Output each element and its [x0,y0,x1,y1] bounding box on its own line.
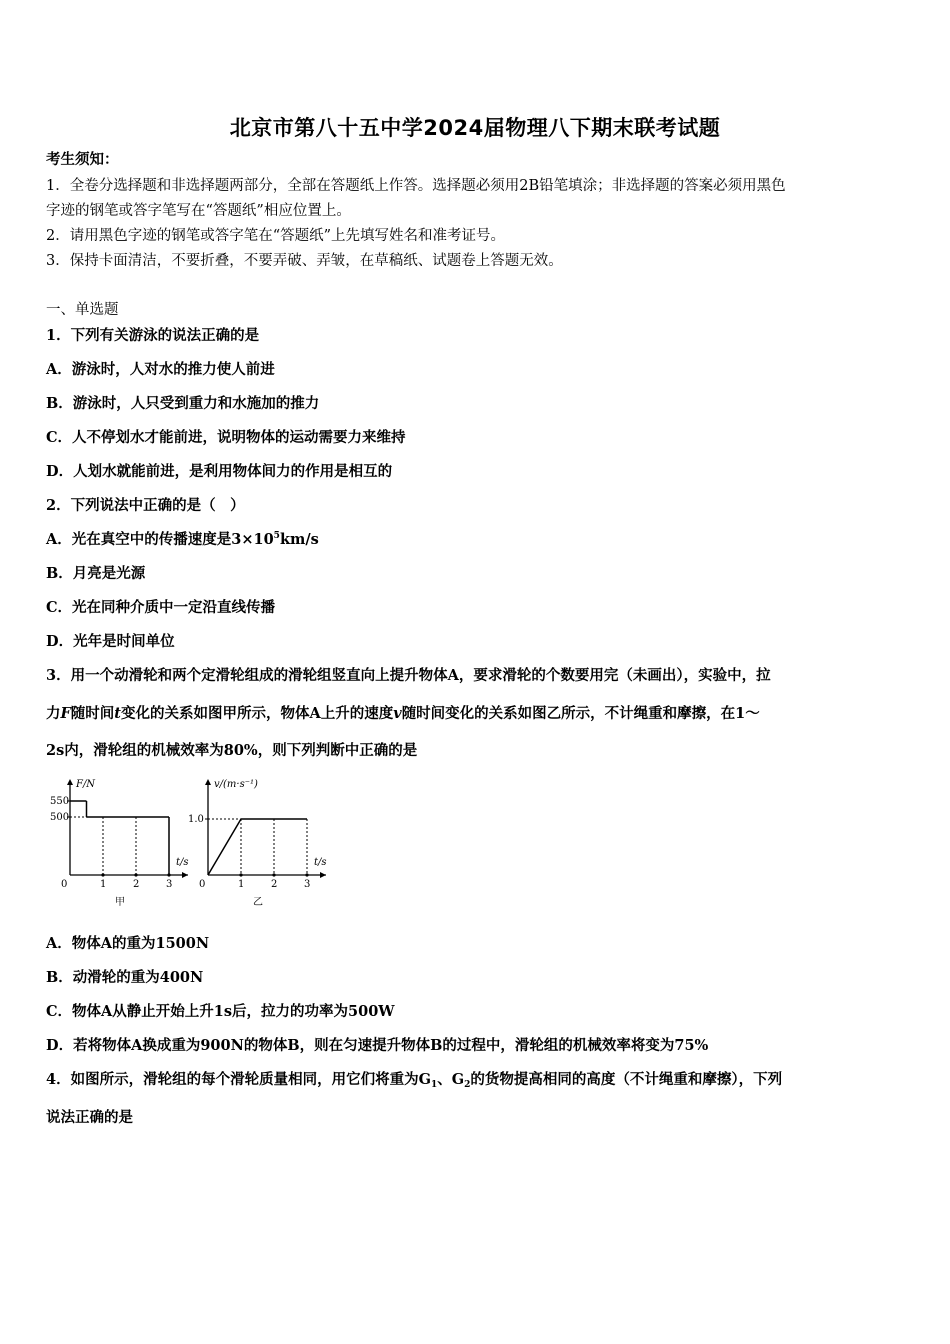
q3-option-b: B．动滑轮的重为400N [46,969,204,986]
q4-stem-line-2: 说法正确的是 [46,1109,133,1126]
q3-option-a: A．物体A的重为1500N [46,935,210,952]
q1-option-a: A．游泳时，人对水的推力使人前进 [46,361,275,378]
y-axis-label: F/N [76,779,96,790]
notice-heading: 考生须知： [46,151,119,168]
x-axis-label: t/s [176,857,189,868]
y-tick-label: 1.0 [188,814,204,825]
q1-option-b: B．游泳时，人只受到重力和水施加的推力 [46,395,320,412]
q3-option-d: D．若将物体A换成重为900N的物体B，则在匀速提升物体B的过程中，滑轮组的机械效率将变为75% [46,1037,709,1054]
x-tick-label: 1 [100,879,107,890]
q3-stem-part: 力 [46,705,61,722]
q2-option-c: C．光在同种介质中一定沿直线传播 [46,599,276,616]
force-time-graph [44,773,194,908]
y-tick-label: 550 [50,796,70,807]
q4-stem-part: 、G [437,1071,465,1088]
q4-stem-part: 的货物提高相同的高度（不计绳重和摩擦），下列 [470,1071,783,1088]
q2-option-b: B．月亮是光源 [46,565,146,582]
q4-subscript-1: 1 [430,1080,438,1090]
q2-option-a-text: A．光在真空中的传播速度是3×10 [46,531,274,548]
q3-symbol-v: v [393,705,402,722]
q3-stem-line-1: 3．用一个动滑轮和两个定滑轮组成的滑轮组竖直向上提升物体A，要求滑轮的个数要用完（未画出），实验中，拉 [46,667,771,684]
q2-option-a [46,530,906,550]
q1-option-d: D．人划水就能前进，是利用物体间力的作用是相互的 [46,463,393,480]
notice-item-1: 1．全卷分选择题和非选择题两部分，全部在答题纸上作答。选择题必须用2B铅笔填涂；非选择题的答案必须用黑色 [46,178,786,194]
q2-option-d: D．光年是时间单位 [46,633,175,650]
velocity-time-graph [186,773,336,908]
page-title: 北京市第八十五中学2024届物理八下期末联考试题 [229,116,721,140]
x-tick-label: 3 [304,879,311,890]
x-tick-label: 1 [238,879,245,890]
y-axis-label: v/(m·s⁻¹) [214,779,258,790]
x-tick-label: 0 [61,879,68,890]
x-tick-label: 2 [271,879,278,890]
x-tick-label: 3 [166,879,173,890]
q4-stem-line-1 [46,1070,906,1090]
graph-caption: 乙 [253,897,263,908]
x-axis-arrow [320,872,326,878]
q3-stem-part: 随时间变化的关系如图乙所示，不计绳重和摩擦，在1～ [401,705,760,722]
notice-item-1-cont: 字迹的钢笔或答字笔写在“答题纸”相应位置上。 [46,203,351,219]
x-tick-label: 2 [133,879,140,890]
q1-option-c: C．人不停划水才能前进，说明物体的运动需要力来维持 [46,429,406,446]
y-axis-arrow [205,779,211,785]
q2-option-a-exponent: 5 [273,531,280,541]
q3-option-c: C．物体A从静止开始上升1s后，拉力的功率为500W [46,1003,395,1020]
graph-caption: 甲 [115,897,125,908]
y-axis-arrow [67,779,73,785]
q2-option-a-unit: km/s [279,531,319,548]
q4-stem-part: 4．如图所示，滑轮组的每个滑轮质量相同，用它们将重为G [46,1071,431,1088]
notice-item-3: 3．保持卡面清洁，不要折叠，不要弄破、弄皱，在草稿纸、试题卷上答题无效。 [46,253,563,269]
data-line [208,819,241,875]
x-axis-label: t/s [314,857,327,868]
q3-symbol-f: F [60,705,71,722]
y-tick-label: 500 [50,812,70,823]
q2-stem: 2．下列说法中正确的是（ ） [46,497,245,514]
q3-stem-line-3: 2s内，滑轮组的机械效率为80%，则下列判断中正确的是 [46,742,418,759]
q3-stem-part: 变化的关系如图甲所示，物体A上升的速度 [121,705,394,722]
q4-subscript-2: 2 [464,1080,471,1090]
section-heading: 一、单选题 [46,302,119,318]
notice-item-2: 2．请用黑色字迹的钢笔或答字笔在“答题纸”上先填写姓名和准考证号。 [46,228,506,244]
q3-symbol-t: t [114,705,121,722]
x-tick-label: 0 [199,879,206,890]
q1-stem: 1．下列有关游泳的说法正确的是 [46,327,260,344]
q3-stem-line-2 [46,704,906,724]
q3-stem-part: 随时间 [70,705,115,722]
